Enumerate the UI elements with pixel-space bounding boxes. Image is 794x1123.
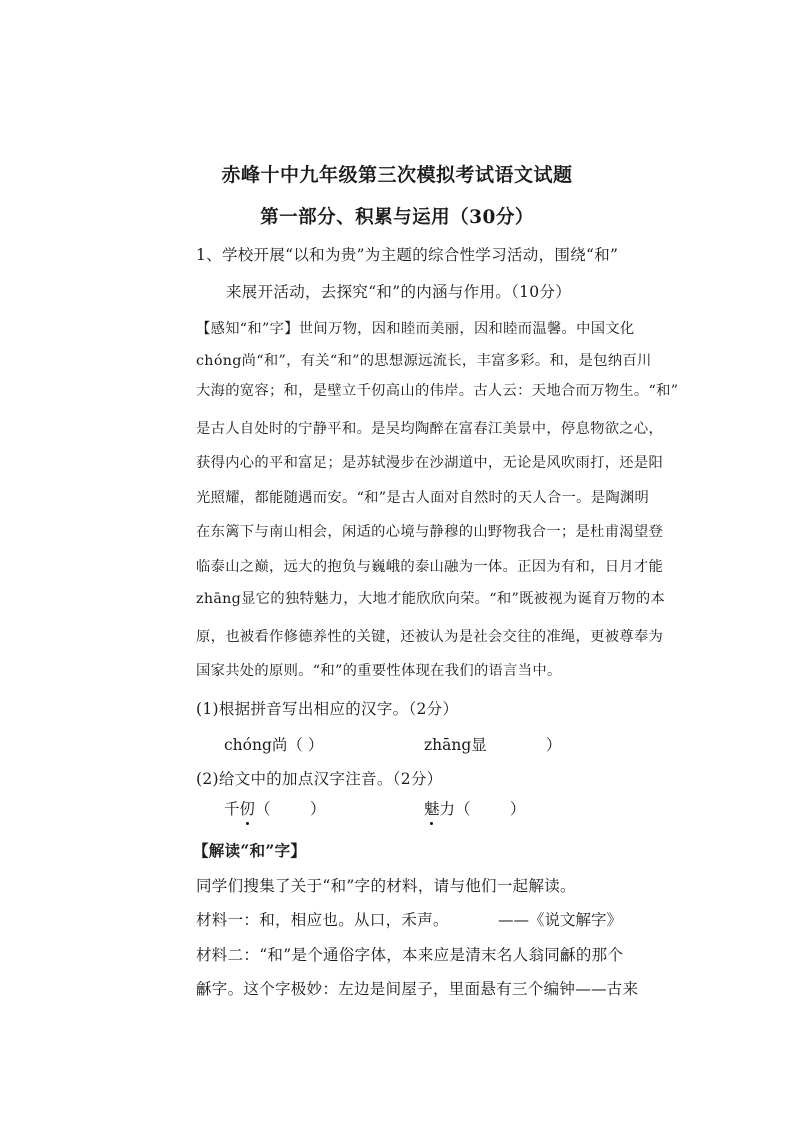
- sub-question-2-label: (2)给文中的加点汉字注音。（2分）: [196, 770, 443, 788]
- section-intro: 同学们搜集了关于“和”字的材料，请与他们一起解读。: [196, 877, 576, 895]
- dotted-char-ren: 仞: [239, 800, 256, 818]
- passage-line-4: 是古人自处时的宁静平和。是吴均陶醉在富春江美景中，停息物欲之心，: [196, 421, 664, 437]
- exam-title: 赤峰十中九年级第三次模拟考试语文试题: [221, 164, 573, 186]
- passage-line-5: 获得内心的平和富足；是苏轼漫步在沙湖道中，无论是风吹雨打，还是阳: [196, 455, 664, 471]
- material-2-line-2: 龢字。这个字极妙：左边是间屋子，里面悬有三个编钟——古来: [196, 980, 639, 998]
- question-1-line-1: 1、学校开展“以和为贵”为主题的综合性学习活动，围绕“和”: [196, 246, 619, 264]
- material-1-source: ——《说文解字》: [498, 911, 623, 929]
- passage-line-6: 光照耀，都能随遇而安。“和”是古人面对自然时的天人合一。是陶渊明: [196, 490, 650, 506]
- passage-line-11: 国家共处的原则。“和”的重要性体现在我们的语言当中。: [196, 663, 562, 679]
- answer-blank: （ ）: [255, 800, 326, 818]
- sub-question-2-item-ren: [224, 797, 325, 819]
- part-title: 第一部分、积累与运用（30分）: [260, 207, 534, 228]
- answer-blank: 力（ ）: [439, 800, 526, 818]
- sub-question-1-item-chong: chóng尚（ ）: [224, 736, 324, 754]
- material-2-line-1: 材料二：“和”是个通俗字体，本来应是清末名人翁同龢的那个: [196, 946, 624, 964]
- question-1-line-2: 来展开活动，去探究“和”的内涵与作用。（10分）: [226, 283, 572, 301]
- char-qian: 千: [224, 800, 240, 818]
- sub-question-2-item-mei: [424, 797, 525, 819]
- passage-line-3: 大海的宽容；和，是壁立千仞高山的伟岸。古人云：天地合而万物生。“和”: [196, 383, 679, 399]
- section-heading-jiedu: 【解读“和”字】: [193, 841, 307, 860]
- pinyin-zhang: zhāng: [424, 736, 472, 754]
- material-1: 材料一：和，相应也。从口，禾声。: [196, 911, 449, 929]
- answer-blank: ）: [486, 736, 562, 754]
- passage-line-2: chóng尚“和”，有关“和”的思想源远流长，丰富多彩。和，是包纳百川: [196, 353, 652, 369]
- char-xian: 显: [471, 736, 487, 754]
- dotted-char-mei: 魅: [424, 800, 440, 818]
- passage-line-9: zhāng显它的独特魅力，大地才能欣欣向荣。“和”既被视为诞育万物的本: [196, 591, 666, 607]
- sub-question-1-item-zhang: [424, 733, 561, 755]
- passage-line-10: 原，也被看作修德养性的关键，还被认为是社会交往的准绳，更被尊奉为: [196, 629, 664, 645]
- sub-question-1-label: (1)根据拼音写出相应的汉字。（2分）: [196, 700, 459, 718]
- passage-line-7: 在东篱下与南山相会，闲适的心境与静穆的山野物我合一；是杜甫渴望登: [196, 524, 664, 540]
- passage-line-8: 临泰山之巅，远大的抱负与巍峨的泰山融为一体。正因为有和，日月才能: [196, 559, 664, 575]
- passage-line-1: 【感知“和”字】世间万物，因和睦而美丽，因和睦而温馨。中国文化: [196, 321, 635, 337]
